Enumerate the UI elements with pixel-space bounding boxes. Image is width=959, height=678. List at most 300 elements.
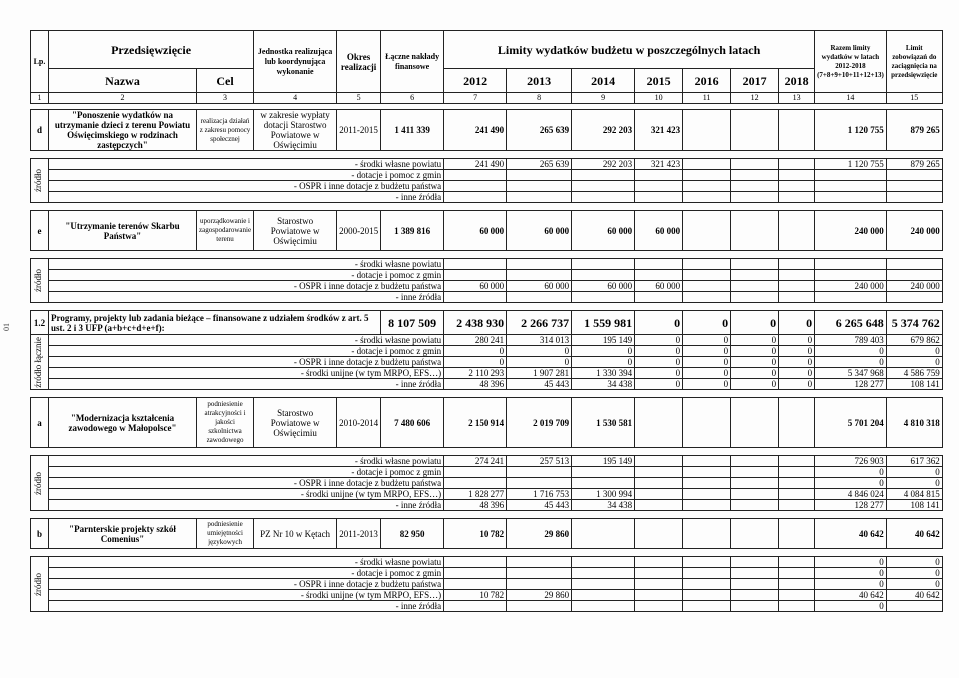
source-value: 1 828 277 [444, 489, 507, 500]
source-value: 280 241 [444, 335, 507, 346]
header-okres: Okres realizacji [337, 31, 381, 93]
project-name: "Parnterskie projekty szkół Comenius" [49, 519, 197, 549]
year-limit: 1 530 581 [572, 398, 635, 448]
source-value: 60 000 [572, 281, 635, 292]
source-value [683, 159, 731, 170]
source-value: 40 642 [815, 590, 887, 601]
source-value: 60 000 [444, 281, 507, 292]
column-number: 4 [254, 93, 337, 104]
year-limit [779, 211, 815, 251]
source-value: 617 362 [886, 456, 942, 467]
source-value [444, 181, 507, 192]
year-limit [731, 110, 779, 151]
section-sum-limits: 6 265 648 [815, 311, 887, 335]
source-value: 0 [635, 379, 683, 390]
project-unit: w zakresie wypłaty dotacji Starostwo Powiatowe w Oświęcimiu [254, 110, 337, 151]
source-value: 726 903 [815, 456, 887, 467]
source-value [731, 456, 779, 467]
source-value: 321 423 [635, 159, 683, 170]
source-value [815, 170, 887, 181]
year-limit [731, 211, 779, 251]
source-value [731, 500, 779, 511]
year-limit: 60 000 [444, 211, 507, 251]
source-value: 0 [572, 357, 635, 368]
source-value [731, 467, 779, 478]
project-total-cost: 1 411 339 [381, 110, 444, 151]
source-value [731, 270, 779, 281]
source-value [731, 489, 779, 500]
source-row [31, 489, 943, 500]
source-row [31, 557, 943, 568]
source-value [683, 579, 731, 590]
row-lp: d [31, 110, 49, 151]
source-value: 34 438 [572, 379, 635, 390]
year-limit: 265 639 [507, 110, 572, 151]
project-total-cost: 82 950 [381, 519, 444, 549]
source-value [886, 601, 942, 612]
source-value [683, 568, 731, 579]
source-value [507, 192, 572, 203]
source-value: 0 [507, 346, 572, 357]
year-limit [779, 519, 815, 549]
project-row-row_d [31, 110, 943, 151]
header-laczne: Łączne nakłady finansowe [381, 31, 444, 93]
source-row [31, 192, 943, 203]
source-value: 4 846 024 [815, 489, 887, 500]
source-value [683, 467, 731, 478]
source-value [779, 557, 815, 568]
source-label: - OSPR i inne dotacje z budżetu państwa [49, 357, 444, 368]
source-value: 0 [886, 346, 942, 357]
source-value [507, 170, 572, 181]
source-value [572, 259, 635, 270]
source-value [683, 489, 731, 500]
source-value [635, 170, 683, 181]
source-value: 0 [886, 568, 942, 579]
section-commitment-limit: 5 374 762 [886, 311, 942, 335]
source-value [731, 292, 779, 303]
project-period: 2000-2015 [337, 211, 381, 251]
source-row [31, 259, 943, 270]
source-value [779, 259, 815, 270]
header-przedsiewziecie: Przedsięwzięcie [49, 31, 254, 69]
source-value: 0 [815, 579, 887, 590]
spacer-row [31, 448, 943, 456]
project-row-row_a [31, 398, 943, 448]
source-value [779, 192, 815, 203]
source-value [779, 170, 815, 181]
source-side-text: źródło [33, 269, 43, 292]
source-value [731, 590, 779, 601]
source-row [31, 500, 943, 511]
project-unit: Starostwo Powiatowe w Oświęcimiu [254, 211, 337, 251]
spacer-row [31, 511, 943, 519]
source-value: 0 [683, 346, 731, 357]
source-value: 0 [815, 467, 887, 478]
header-year: 2013 [507, 69, 572, 93]
section-row-1-2 [31, 311, 943, 335]
column-number: 9 [572, 93, 635, 104]
source-value [815, 181, 887, 192]
column-number: 2 [49, 93, 197, 104]
source-value [507, 478, 572, 489]
source-side-text: źródło łącznie [33, 336, 43, 388]
source-value [779, 500, 815, 511]
source-value [507, 467, 572, 478]
source-side-label [31, 557, 49, 612]
year-limit [779, 398, 815, 448]
source-label: - dotacje i pomoc z gmin [49, 467, 444, 478]
source-value: 60 000 [635, 281, 683, 292]
source-value [444, 601, 507, 612]
source-label: - środki unijne (w tym MRPO, EFS…) [49, 590, 444, 601]
spacer [31, 251, 943, 259]
source-value: 0 [731, 346, 779, 357]
year-limit [731, 519, 779, 549]
source-value: 0 [779, 379, 815, 390]
source-label: - OSPR i inne dotacje z budżetu państwa [49, 478, 444, 489]
source-value [683, 281, 731, 292]
project-commitment-limit: 40 642 [886, 519, 942, 549]
source-value [683, 170, 731, 181]
spacer [31, 390, 943, 398]
source-value [731, 601, 779, 612]
project-period: 2011-2013 [337, 519, 381, 549]
source-value: 48 396 [444, 500, 507, 511]
column-number: 6 [381, 93, 444, 104]
source-side-label [31, 335, 49, 390]
project-period: 2010-2014 [337, 398, 381, 448]
source-label: - środki unijne (w tym MRPO, EFS…) [49, 368, 444, 379]
source-value [779, 281, 815, 292]
source-value: 0 [779, 368, 815, 379]
source-value [635, 478, 683, 489]
header-year: 2017 [731, 69, 779, 93]
source-value: 0 [886, 579, 942, 590]
source-value [635, 568, 683, 579]
source-label: - inne źródła [49, 500, 444, 511]
source-value: 5 347 968 [815, 368, 887, 379]
source-value: 0 [635, 368, 683, 379]
year-limit [779, 110, 815, 151]
source-value: 0 [683, 335, 731, 346]
source-value [683, 292, 731, 303]
header-cel: Cel [197, 69, 254, 93]
source-value: 0 [507, 357, 572, 368]
source-value: 60 000 [507, 281, 572, 292]
source-value [779, 579, 815, 590]
spacer-row [31, 303, 943, 311]
source-value [635, 456, 683, 467]
source-value [779, 478, 815, 489]
source-row [31, 368, 943, 379]
source-value [572, 270, 635, 281]
spacer [31, 303, 943, 311]
year-limit [683, 519, 731, 549]
year-limit: 10 782 [444, 519, 507, 549]
source-value: 10 782 [444, 590, 507, 601]
column-number: 5 [337, 93, 381, 104]
source-label: - dotacje i pomoc z gmin [49, 568, 444, 579]
year-limit: 0 [683, 311, 731, 335]
source-value [572, 590, 635, 601]
source-value [507, 292, 572, 303]
project-row-row_b [31, 519, 943, 549]
source-value [815, 292, 887, 303]
header-year: 2018 [779, 69, 815, 93]
project-commitment-limit: 879 265 [886, 110, 942, 151]
source-row [31, 281, 943, 292]
source-value [572, 478, 635, 489]
source-value [635, 467, 683, 478]
source-value: 265 639 [507, 159, 572, 170]
source-label: - środki własne powiatu [49, 159, 444, 170]
source-side-text: źródło [33, 169, 43, 192]
source-value [815, 259, 887, 270]
source-value [815, 192, 887, 203]
source-row [31, 456, 943, 467]
source-value: 0 [683, 368, 731, 379]
source-value [572, 557, 635, 568]
source-value [779, 590, 815, 601]
column-number-row [31, 93, 943, 104]
source-value [683, 478, 731, 489]
source-value: 0 [572, 346, 635, 357]
source-value: 1 330 394 [572, 368, 635, 379]
source-value: 0 [683, 357, 731, 368]
year-limit [683, 398, 731, 448]
source-value: 314 013 [507, 335, 572, 346]
source-value [731, 181, 779, 192]
source-value: 108 141 [886, 500, 942, 511]
source-value [635, 579, 683, 590]
source-value [507, 259, 572, 270]
source-value: 0 [815, 478, 887, 489]
header-year: 2014 [572, 69, 635, 93]
year-limit: 29 860 [507, 519, 572, 549]
source-value: 0 [815, 601, 887, 612]
source-value [572, 170, 635, 181]
side-page-mark: 01 [2, 323, 11, 331]
source-value [886, 259, 942, 270]
source-value: 195 149 [572, 335, 635, 346]
source-row [31, 478, 943, 489]
source-value: 0 [683, 379, 731, 390]
project-goal: realizacja działań z zakresu pomocy społecznej [197, 110, 254, 151]
project-name: "Modernizacja kształcenia zawodowego w Małopolsce" [49, 398, 197, 448]
year-limit [731, 398, 779, 448]
project-commitment-limit: 4 810 318 [886, 398, 942, 448]
source-value [815, 270, 887, 281]
source-value [683, 192, 731, 203]
source-value [444, 192, 507, 203]
source-value: 0 [815, 346, 887, 357]
section-title: Programy, projekty lub zadania bieżące – finansowane z udziałem środków z art. 5 ust. 2 i 3 UFP (a+b+c+d+e+f): [49, 311, 381, 335]
source-value [731, 192, 779, 203]
source-side-label [31, 259, 49, 303]
project-goal: podniesienie umiejętności językowych [197, 519, 254, 549]
spacer-row [31, 390, 943, 398]
source-value: 240 000 [886, 281, 942, 292]
column-number: 14 [815, 93, 887, 104]
source-row [31, 357, 943, 368]
source-value [635, 489, 683, 500]
year-limit [683, 211, 731, 251]
source-side-text: źródło [33, 572, 43, 596]
column-number: 10 [635, 93, 683, 104]
source-value: 0 [731, 368, 779, 379]
year-limit: 0 [635, 311, 683, 335]
header-year: 2016 [683, 69, 731, 93]
source-label: - środki unijne (w tym MRPO, EFS…) [49, 489, 444, 500]
source-row [31, 601, 943, 612]
source-value [444, 170, 507, 181]
source-side-label [31, 159, 49, 203]
year-limit: 292 203 [572, 110, 635, 151]
row-lp: e [31, 211, 49, 251]
project-commitment-limit: 240 000 [886, 211, 942, 251]
year-limit: 241 490 [444, 110, 507, 151]
project-row-row_e [31, 211, 943, 251]
source-value [779, 181, 815, 192]
source-value: 0 [731, 335, 779, 346]
source-value: 48 396 [444, 379, 507, 390]
source-value: 241 490 [444, 159, 507, 170]
column-number: 12 [731, 93, 779, 104]
source-label: - środki własne powiatu [49, 557, 444, 568]
source-value: 34 438 [572, 500, 635, 511]
source-label: - inne źródła [49, 292, 444, 303]
year-limit: 60 000 [572, 211, 635, 251]
source-value: 0 [815, 357, 887, 368]
row-lp: 1.2 [31, 311, 49, 335]
header-jednostka: Jednostka realizująca lub koordynująca wykonanie [254, 31, 337, 93]
source-label: - dotacje i pomoc z gmin [49, 346, 444, 357]
source-side-text: źródło [33, 471, 43, 495]
row-lp: b [31, 519, 49, 549]
year-limit [683, 110, 731, 151]
header-nazwa: Nazwa [49, 69, 197, 93]
source-row [31, 379, 943, 390]
year-limit: 1 559 981 [572, 311, 635, 335]
column-number: 1 [31, 93, 49, 104]
source-value [886, 192, 942, 203]
source-value: 0 [635, 346, 683, 357]
source-value [683, 181, 731, 192]
year-limit: 2 150 914 [444, 398, 507, 448]
source-value: 4 084 815 [886, 489, 942, 500]
source-value [507, 557, 572, 568]
source-value [444, 579, 507, 590]
source-value: 1 716 753 [507, 489, 572, 500]
source-value: 0 [886, 357, 942, 368]
header-year: 2015 [635, 69, 683, 93]
source-value [886, 292, 942, 303]
spacer [31, 511, 943, 519]
source-value: 0 [815, 557, 887, 568]
source-row [31, 181, 943, 192]
source-value [572, 181, 635, 192]
source-row [31, 270, 943, 281]
project-goal: podniesienie atrakcyjności i jakości szkolnictwa zawodowego [197, 398, 254, 448]
column-number: 15 [886, 93, 942, 104]
source-side-label [31, 456, 49, 511]
source-value [444, 270, 507, 281]
source-label: - OSPR i inne dotacje z budżetu państwa [49, 181, 444, 192]
source-value: 0 [635, 335, 683, 346]
source-value [779, 489, 815, 500]
project-sum-limits: 240 000 [815, 211, 887, 251]
year-limit: 60 000 [635, 211, 683, 251]
source-value [731, 478, 779, 489]
source-value: 0 [731, 357, 779, 368]
source-label: - dotacje i pomoc z gmin [49, 170, 444, 181]
source-value [779, 456, 815, 467]
source-value: 0 [815, 568, 887, 579]
spacer [31, 448, 943, 456]
source-value [635, 292, 683, 303]
source-value [572, 579, 635, 590]
year-limit: 2 266 737 [507, 311, 572, 335]
header-lp: Lp. [31, 31, 49, 93]
source-value: 0 [886, 478, 942, 489]
year-limit: 0 [779, 311, 815, 335]
year-limit [635, 398, 683, 448]
source-value [572, 601, 635, 612]
column-number: 13 [779, 93, 815, 104]
column-number: 3 [197, 93, 254, 104]
source-value [731, 170, 779, 181]
source-value [683, 601, 731, 612]
project-name: "Ponoszenie wydatków na utrzymanie dzieci z terenu Powiatu Oświęcimskiego w rodzinach zastępczych" [49, 110, 197, 151]
source-value [444, 568, 507, 579]
source-value [731, 159, 779, 170]
source-value: 1 120 755 [815, 159, 887, 170]
spacer-row [31, 549, 943, 557]
row-lp: a [31, 398, 49, 448]
year-limit: 321 423 [635, 110, 683, 151]
source-value [444, 478, 507, 489]
source-value [779, 159, 815, 170]
source-value [779, 601, 815, 612]
source-value [683, 500, 731, 511]
source-value: 0 [886, 467, 942, 478]
source-row [31, 346, 943, 357]
source-value: 879 265 [886, 159, 942, 170]
year-limit [635, 519, 683, 549]
column-number: 8 [507, 93, 572, 104]
source-value: 789 403 [815, 335, 887, 346]
source-value [779, 270, 815, 281]
source-value [635, 181, 683, 192]
source-value [886, 170, 942, 181]
source-value [635, 590, 683, 601]
source-value: 240 000 [815, 281, 887, 292]
source-value [572, 568, 635, 579]
source-value [572, 192, 635, 203]
source-value [731, 259, 779, 270]
source-value: 292 203 [572, 159, 635, 170]
source-value [635, 601, 683, 612]
source-value: 0 [444, 357, 507, 368]
source-value [635, 557, 683, 568]
source-value [444, 467, 507, 478]
source-value: 4 586 759 [886, 368, 942, 379]
project-goal: uporządkowanie i zagospodarowanie terenu [197, 211, 254, 251]
source-label: - OSPR i inne dotacje z budżetu państwa [49, 281, 444, 292]
spacer-row [31, 251, 943, 259]
source-value [886, 181, 942, 192]
